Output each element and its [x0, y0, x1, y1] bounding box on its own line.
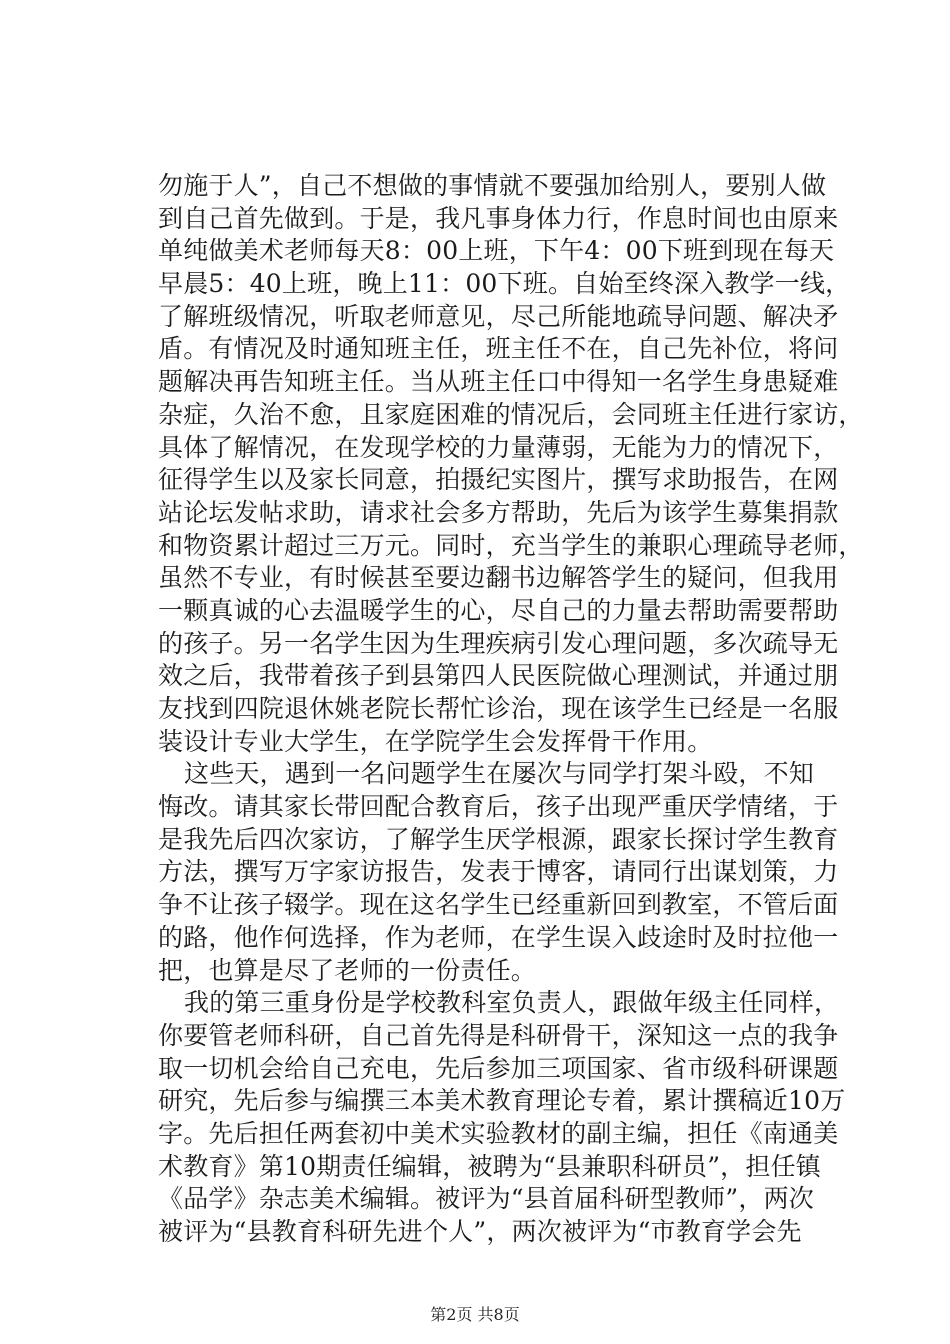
- text-line: 勿施于人”，自己不想做的事情就不要强加给别人，要别人做: [158, 171, 827, 200]
- text-line: 早晨5：40上班，晚上11：00下班。自始至终深入教学一线，: [158, 269, 851, 299]
- text-line-first: 这些天，遇到一名问题学生在屡次与同学打架斗殴，不知: [184, 759, 815, 789]
- paragraph-2: [158, 758, 839, 987]
- text-line: 装设计专业大学生，在学院学生会发挥骨干作用。: [158, 726, 713, 756]
- text-line: 和物资累计超过三万元。同时，充当学生的兼职心理疏导老师，: [158, 530, 864, 560]
- text-line: 你要管老师科研，自己首先得是科研骨干，深知这一点的我争: [158, 1020, 839, 1050]
- text-line: 研究，先后参与编撰三本美术教育理论专着，累计撰稿近10万: [158, 1086, 846, 1116]
- text-line: 争不让孩子辍学。现在这名学生已经重新回到教室，不管后面: [158, 890, 839, 920]
- page-footer: [0, 1302, 950, 1325]
- text-line: 《品学》杂志美术编辑。被评为“县首届科研型教师”，两次: [158, 1184, 814, 1214]
- text-line: 术教育》第10期责任编辑，被聘为“县兼职科研员”，担任镇: [158, 1151, 821, 1181]
- text-line: 是我先后四次家访，了解学生厌学根源，跟家长探讨学生教育: [158, 824, 839, 854]
- text-line: 虽然不专业，有时候甚至要边翻书边解答学生的疑问，但我用: [158, 563, 839, 593]
- text-line: 效之后，我带着孩子到县第四人民医院做心理测试，并通过朋: [158, 661, 839, 691]
- text-line-first: 我的第三重身份是学校教科室负责人，跟做年级主任同样，: [184, 988, 840, 1018]
- text-line: 了解班级情况，听取老师意见，尽己所能地疏导问题、解决矛: [158, 301, 839, 331]
- text-line: 悔改。请其家长带回配合教育后，孩子出现严重厌学情绪，于: [158, 792, 839, 822]
- paragraph-1: [158, 170, 864, 758]
- text-line: 杂症，久治不愈，且家庭困难的情况后，会同班主任进行家访，: [158, 399, 864, 429]
- text-line: 把，也算是尽了老师的一份责任。: [158, 955, 537, 985]
- text-line: 字。先后担任两套初中美术实验教材的副主编，担任《南通美: [158, 1118, 839, 1148]
- text-line: 方法，撰写万字家访报告，发表于博客，请同行出谋划策，力: [158, 857, 839, 887]
- text-line: 取一切机会给自己充电，先后参加三项国家、省市级科研课题: [158, 1053, 839, 1083]
- body-text: [158, 170, 864, 1249]
- text-line: 友找到四院退休姚老院长帮忙诊治，现在该学生已经是一名服: [158, 694, 839, 723]
- paragraph-3: [158, 987, 846, 1249]
- text-line: 站论坛发帖求助，请求社会多方帮助，先后为该学生募集捐款: [158, 497, 839, 527]
- page-number: 第2页 共8页: [430, 1305, 520, 1324]
- text-line: 题解决再告知班主任。当从班主任口中得知一名学生身患疑难: [158, 367, 839, 397]
- text-line: 被评为“县教育科研先进个人”，两次被评为“市教育学会先: [158, 1217, 802, 1246]
- text-line: 的路，他作何选择，作为老师，在学生误入歧途时及时拉他一: [158, 922, 839, 952]
- text-line: 征得学生以及家长同意，拍摄纪实图片，撰写求助报告，在网: [158, 465, 839, 495]
- text-line: 盾。有情况及时通知班主任，班主任不在，自己先补位，将问: [158, 334, 839, 364]
- text-line: 具体了解情况，在发现学校的力量薄弱，无能为力的情况下，: [158, 432, 839, 462]
- text-line: 到自己首先做到。于是，我凡事身体力行，作息时间也由原来: [158, 203, 839, 233]
- text-line: 单纯做美术老师每天8：00上班，下午4：00下班到现在每天: [158, 236, 835, 266]
- text-line: 一颗真诚的心去温暖学生的心，尽自己的力量去帮助需要帮助: [158, 595, 839, 625]
- text-line: 的孩子。另一名学生因为生理疾病引发心理问题，多次疏导无: [158, 628, 839, 658]
